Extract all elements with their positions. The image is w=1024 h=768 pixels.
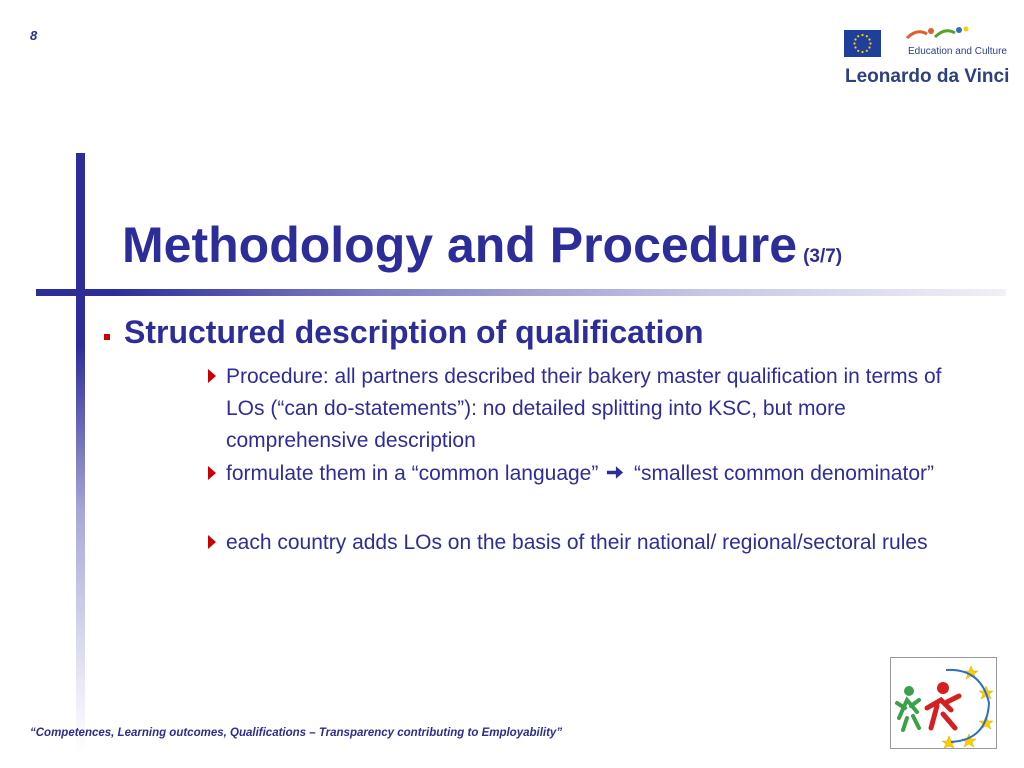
square-bullet-icon (104, 334, 110, 340)
triangle-bullet-icon (208, 466, 216, 480)
project-logo-icon (890, 657, 997, 749)
education-culture-logo-icon (905, 24, 975, 42)
sub-bullet-text-before: formulate them in a “common language” (226, 462, 599, 485)
right-arrow-icon (606, 465, 624, 480)
triangle-bullet-icon (208, 535, 216, 549)
horizontal-accent-bar (36, 289, 1006, 296)
bullet-heading: Structured description of qualification (124, 314, 704, 350)
sub-bullet-1 (226, 361, 946, 457)
sub-bullet-text-after: “smallest common denominator” (634, 462, 934, 485)
slide-title (122, 216, 842, 274)
sub-bullet-text: Procedure: all partners described their bakery master qualification in terms of LOs (“can do-statements”): no detailed splitting into KSC, but more comprehensive description (226, 365, 942, 452)
title-suffix: (3/7) (803, 246, 843, 267)
title-main: Methodology and Procedure (122, 217, 798, 273)
vertical-accent-bar (76, 153, 85, 753)
logo-tagline: Education and Culture (908, 46, 1007, 57)
footer-text: “Competences, Learning outcomes, Qualifications – Transparency contributing to Employability” (30, 727, 563, 739)
sub-bullet-3 (226, 527, 946, 559)
sub-bullet-2 (226, 458, 946, 490)
program-name: Leonardo da Vinci (845, 66, 1010, 87)
page-number: 8 (30, 28, 38, 43)
triangle-bullet-icon (208, 369, 216, 383)
eu-flag-icon (844, 30, 881, 57)
sub-bullet-text: each country adds LOs on the basis of their national/ regional/sectoral rules (226, 531, 928, 554)
